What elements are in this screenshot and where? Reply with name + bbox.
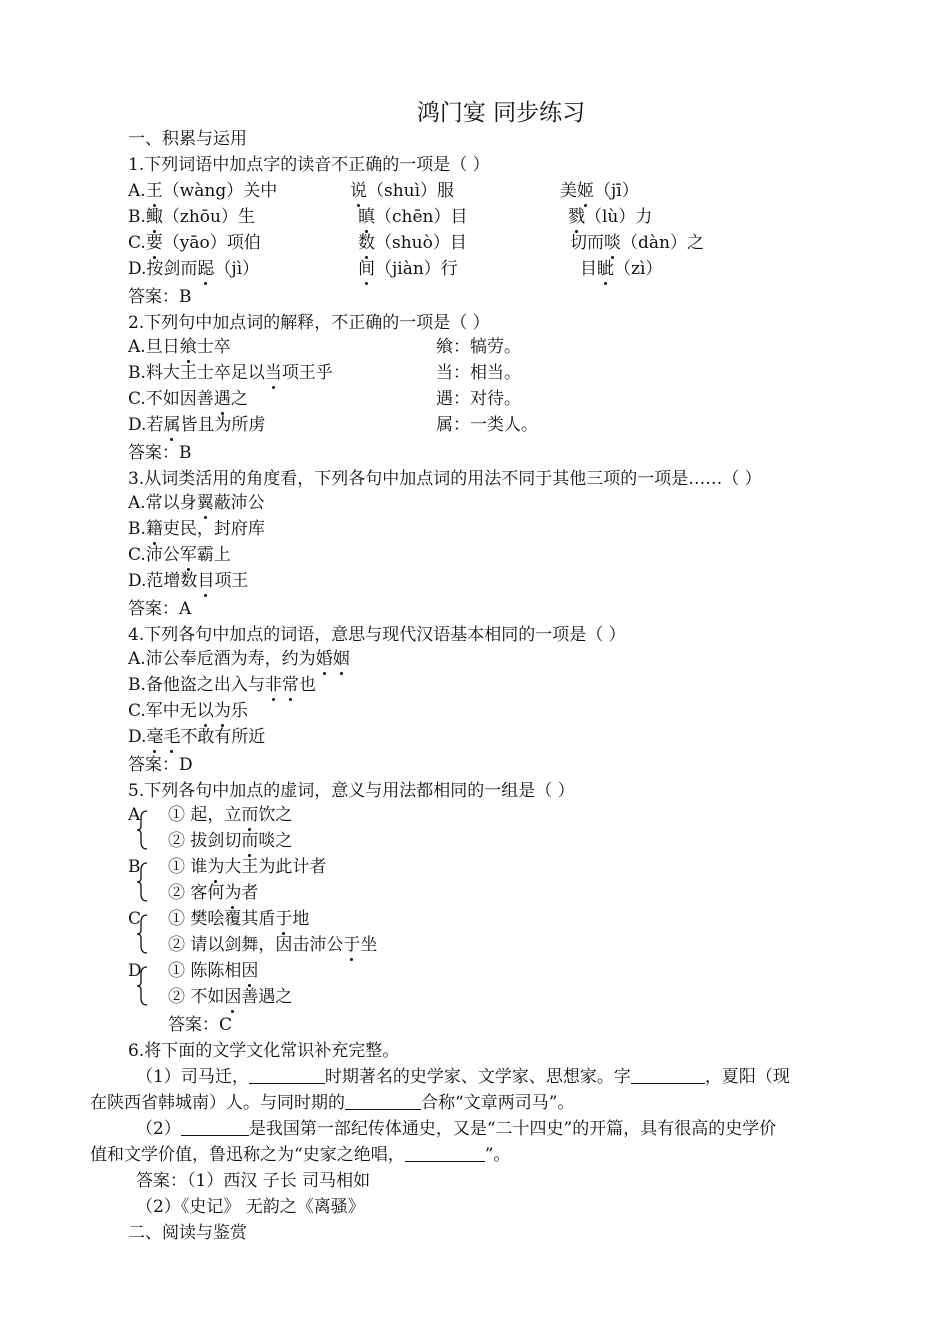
dotted-char: 因 [241,961,259,981]
q1-option-c-2: 数（shuò）目 [358,233,467,253]
q3-option-b: B.籍吏民，封府库 [128,519,265,539]
dotted-char: 以 [196,701,214,721]
q1-answer: 答案：B [128,287,192,307]
dotted-char: 瞋 [358,207,375,227]
q1-option-c-1: C.要（yāo）项伯 [128,233,261,253]
q5-label-d: D [128,961,142,981]
dotted-char: 而 [241,831,259,851]
dotted-char: 飨 [179,337,197,357]
q4-option-d: D.毫毛不敢有所近 [128,727,266,747]
q2-option-d: D.若属皆且为所虏 [128,415,266,435]
dotted-chars [146,727,180,747]
q6-para1-line2: 在陕西省韩城南）人。与同时期的 合称“文章两司马”。 [90,1093,575,1113]
q1-option-b-2: 瞋（chēn）目 [358,207,468,227]
page-title: 鸿门宴 同步练习 [416,100,586,126]
q2-stem: 2.下列句中加点词的解释，不正确的一项是（ ） [128,313,490,333]
q1-option-a-1: A.王（wàng）关中 [128,181,278,201]
q4-option-a: A.沛公奉卮酒为寿，约为婚姻 [128,649,350,669]
dotted-char: 翼 [196,493,214,513]
dotted-char: 数 [358,233,375,253]
q6-answer-1: 答案：（1）西汉 子长 司马相如 [136,1171,371,1191]
q4-option-b: B.备他盗之出入与非常也 [128,675,316,695]
q2-answer: 答案：B [128,443,192,463]
q4-stem: 4.下列各句中加点的词语，意思与现代汉语基本相同的一项是（ ） [128,625,626,645]
dotted-char: 常 [281,675,299,695]
dotted-char: 毛 [163,727,181,747]
q5-option-c-2: ② 请以剑舞，因击沛公于坐 [168,935,378,955]
dotted-char: 跽 [197,259,215,279]
q6-answer-2: （2）《史记》 无韵之《离骚》 [136,1197,365,1217]
q6-para2-line2: 值和文学价值，鲁迅称之为“史家之绝唱， ”。 [90,1145,511,1165]
q3-answer: 答案：A [128,599,192,619]
fill-blank-book[interactable] [181,1119,249,1136]
q6-para1-line1: （1）司马迁， 时期著名的史学家、文学家、思想家。字 ，夏阳（现 [136,1067,790,1087]
q1-option-d-1: D.按剑而跽（jì） [128,259,260,279]
brace-b [136,862,146,902]
dotted-char: 戮 [568,207,585,227]
dotted-char: 为 [213,701,231,721]
q4-answer: 答案：D [128,755,193,775]
q2-option-a: A.旦日飨士卒 [128,337,231,357]
q5-stem: 5.下列各句中加点的虚词，意义与用法都相同的一组是（ ） [128,781,575,801]
dotted-char: 为 [224,883,242,903]
dotted-char: 要 [145,233,163,253]
dotted-char: 于 [275,909,293,929]
dotted-char: 啖 [604,233,621,253]
q5-option-c-1: ① 樊哙覆其盾于地 [168,909,310,929]
q5-option-b-1: ① 谁为大王为此计者 [168,857,327,877]
q5-option-d-2: ② 不如因善遇之 [168,987,293,1007]
q2-option-b: B.料大王士卒足以当项王乎 [128,363,333,383]
q1-stem: 1.下列词语中加点字的读音不正确的一项是（ ） [128,155,490,175]
dotted-char: 非 [264,675,282,695]
dotted-char: 当 [264,363,282,383]
dotted-char: 毫 [146,727,164,747]
dotted-char: 王 [145,181,163,201]
dotted-char: 属 [163,415,181,435]
dotted-chars [265,675,299,695]
q1-option-d-3: 目眦（zì） [580,259,663,279]
q3-option-c: C.沛公军霸上 [128,545,231,565]
brace-c [136,914,146,954]
dotted-char: 籍 [145,519,163,539]
dotted-char: 鲰 [145,207,163,227]
q2-option-a-explain: 飨：犒劳。 [436,337,521,357]
q5-label-a: A [128,805,141,825]
q5-label-b: B [128,857,141,877]
dotted-char: 说 [350,181,367,201]
dotted-char: 因 [224,987,242,1007]
q1-option-a-3: 美姬（jī） [560,181,639,201]
fill-blank-era[interactable] [249,1067,325,1084]
q3-option-d: D.范增数目项王 [128,571,249,591]
q1-option-b-1: B.鲰（zhōu）生 [128,207,255,227]
q5-option-d-1: ① 陈陈相因 [168,961,259,981]
dotted-chars [316,649,350,669]
brace-a [136,810,146,850]
dotted-char: 遇 [213,389,231,409]
q4-option-c: C.军中无以为乐 [128,701,248,721]
q5-option-b-2: ② 客何为者 [168,883,259,903]
dotted-char: 姬 [577,181,594,201]
q3-stem: 3.从词类活用的角度看，下列各句中加点词的用法不同于其他三项的一项是……（ ） [128,469,762,489]
fill-blank-courtesy-name[interactable] [631,1067,705,1084]
q5-option-a-2: ② 拔剑切而啖之 [168,831,293,851]
dotted-chars [197,701,231,721]
q1-option-b-3: 戮（lù）力 [568,207,653,227]
dotted-char: 间 [358,259,375,279]
q1-option-a-2: 说（shuì）服 [350,181,455,201]
dotted-char: 婚 [315,649,333,669]
brace-d [136,966,146,1006]
q1-option-d-2: 间（jiàn）行 [358,259,458,279]
dotted-char: 目 [197,571,215,591]
q5-label-c: C [128,909,142,929]
fill-blank-lu-xun-quote[interactable] [405,1145,485,1162]
q5-option-a-1: ① 起，立而饮之 [168,805,293,825]
dotted-char: 而 [241,805,259,825]
dotted-char: 于 [343,935,361,955]
q2-option-d-explain: 属：一类人。 [436,415,538,435]
section-heading-2: 二、阅读与鉴赏 [128,1223,247,1243]
section-heading-1: 一、积累与运用 [128,129,247,149]
q2-option-c: C.不如因善遇之 [128,389,248,409]
dotted-char: 眦 [597,259,614,279]
q6-para2-line1: （2） 是我国第一部纪传体通史，又是“二十四史”的开篇，具有很高的史学价 [136,1119,777,1139]
dotted-char: 姻 [332,649,350,669]
q5-answer: 答案：C [168,1015,233,1035]
q1-option-c-3: 切而啖（dàn）之 [570,233,704,253]
dotted-char: 军 [179,545,197,565]
q2-option-c-explain: 遇：对待。 [436,389,521,409]
fill-blank-contemporary[interactable] [345,1093,421,1110]
q2-option-b-explain: 当：相当。 [436,363,521,383]
q3-option-a: A.常以身翼蔽沛公 [128,493,265,513]
dotted-char: 为 [207,857,225,877]
q6-stem: 6.将下面的文学文化常识补充完整。 [128,1041,400,1061]
